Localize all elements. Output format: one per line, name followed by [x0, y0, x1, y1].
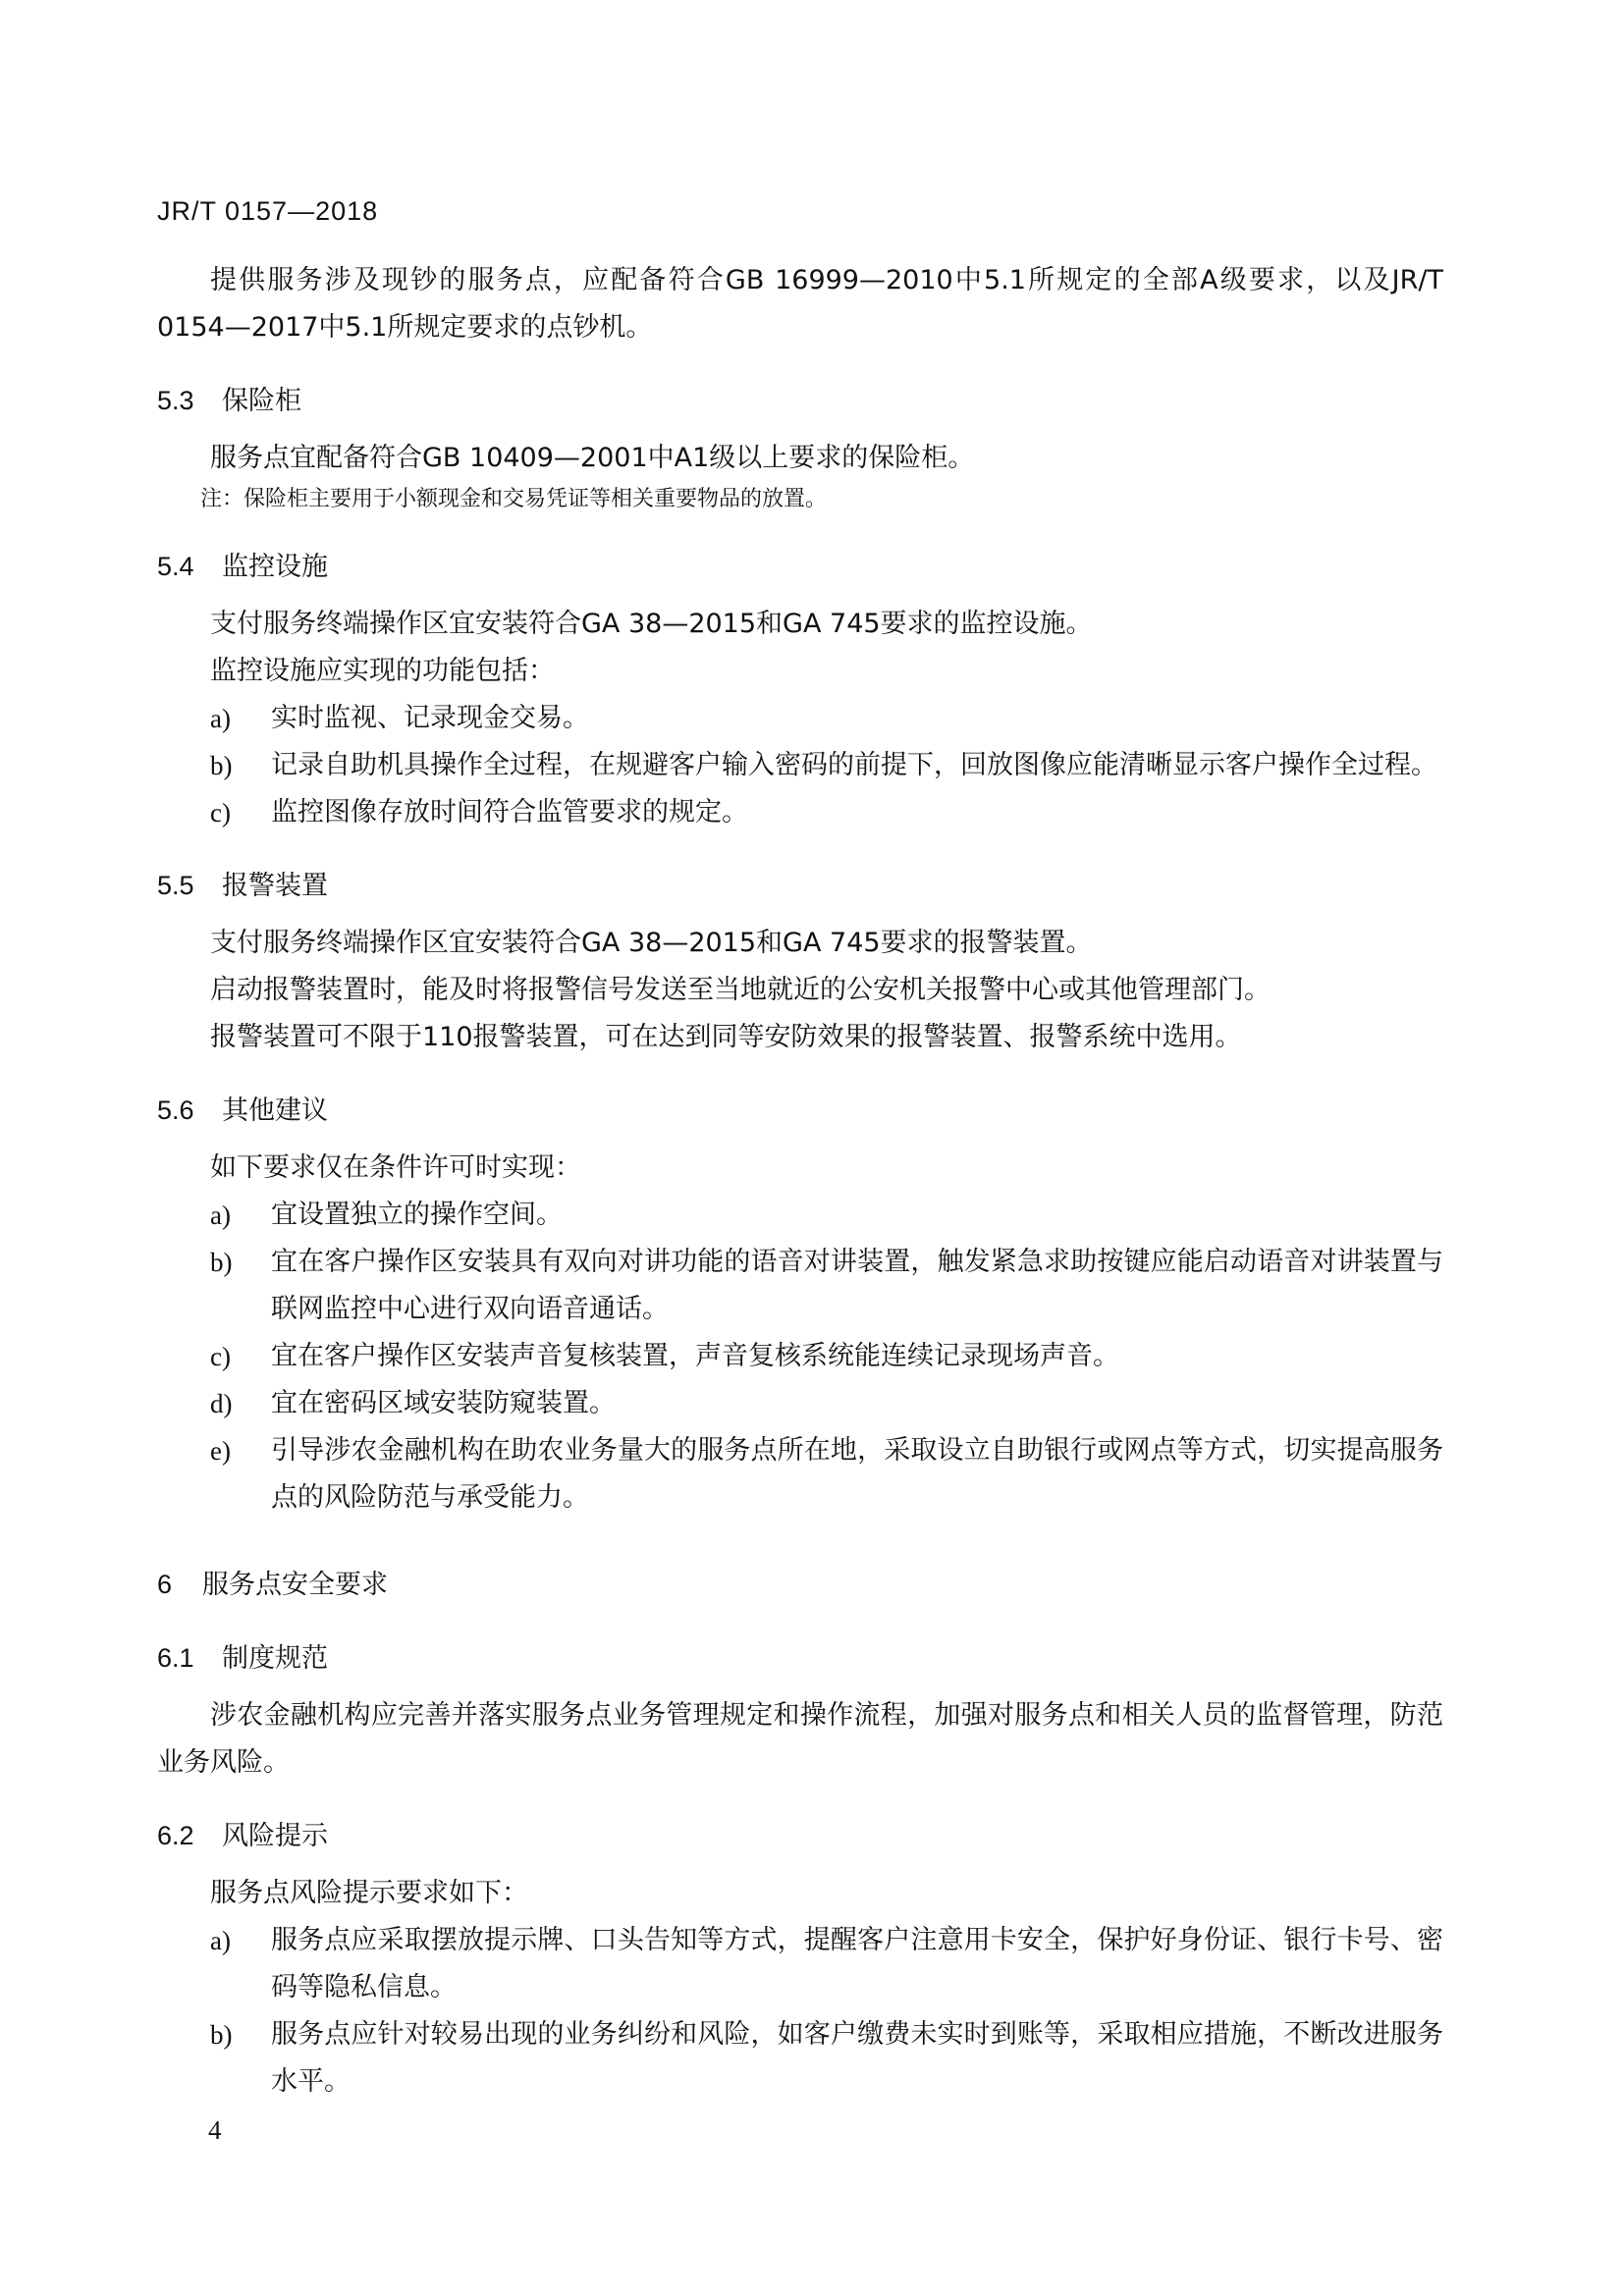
- list-marker: c): [210, 1342, 231, 1371]
- section-heading-5-5: [157, 862, 1443, 910]
- section-5-4-line-1: 支付服务终端操作区宜安装符合GA 38—2015和GA 745要求的监控设施。: [210, 609, 1093, 639]
- list-item: [157, 695, 1443, 742]
- section-number: 5.6: [157, 1095, 194, 1125]
- list-item-text: 服务点应采取摆放提示牌、口头告知等方式，提醒客户注意用卡安全，保护好身份证、银行卡号、密码等隐私信息。: [271, 1925, 1443, 2002]
- section-title: 风险提示: [222, 1821, 328, 1851]
- section-5-6-line-1: 如下要求仅在条件许可时实现：: [210, 1152, 581, 1183]
- section-heading-5-4: [157, 543, 1443, 591]
- section-5-5-line-1: 支付服务终端操作区宜安装符合GA 38—2015和GA 745要求的报警装置。: [210, 928, 1093, 958]
- section-title: 监控设施: [222, 552, 328, 582]
- list-marker: b): [210, 2020, 233, 2050]
- list-item-text: 监控图像存放时间符合监管要求的规定。: [271, 797, 748, 828]
- section-6-1-paragraph: 涉农金融机构应完善并落实服务点业务管理规定和操作流程，加强对服务点和相关人员的监督管理，防范业务风险。: [157, 1700, 1443, 1778]
- section-title: 保险柜: [222, 386, 301, 416]
- section-5-5-line-2: 启动报警装置时，能及时将报警信号发送至当地就近的公安机关报警中心或其他管理部门。: [210, 975, 1271, 1005]
- list-item-text: 服务点应针对较易出现的业务纠纷和风险，如客户缴费未实时到账等，采取相应措施，不断改进服务水平。: [271, 2019, 1443, 2097]
- section-title: 其他建议: [222, 1095, 328, 1126]
- list-item: [157, 2011, 1443, 2106]
- list-marker: d): [210, 1389, 233, 1418]
- list-item-text: 记录自助机具操作全过程，在规避客户输入密码的前提下，回放图像应能清晰显示客户操作全过程。: [271, 750, 1437, 780]
- list-item-text: 实时监视、记录现金交易。: [271, 703, 589, 733]
- section-number: 5.3: [157, 386, 194, 415]
- list-item: [157, 789, 1443, 836]
- list-item: [157, 1380, 1443, 1427]
- section-number: 5.5: [157, 871, 194, 900]
- section-title: 报警装置: [222, 871, 328, 901]
- list-item-text: 宜在客户操作区安装声音复核装置，声音复核系统能连续记录现场声音。: [271, 1341, 1119, 1371]
- document-body: [157, 257, 1443, 2106]
- list-marker: a): [210, 704, 231, 733]
- list-item: [157, 1192, 1443, 1239]
- section-heading-6-2: [157, 1812, 1443, 1860]
- section-5-3-note: 注：保险柜主要用于小额现金和交易凭证等相关重要物品的放置。: [200, 487, 828, 511]
- intro-paragraph: 提供服务涉及现钞的服务点，应配备符合GB 16999—2010中5.1所规定的全部A级要求，以及JR/T 0154—2017中5.1所规定要求的点钞机。: [157, 265, 1443, 343]
- list-item-text: 宜在密码区域安装防窥装置。: [271, 1388, 616, 1418]
- list-marker: a): [210, 1926, 231, 1955]
- list-item: [157, 1333, 1443, 1380]
- list-item: [157, 742, 1443, 789]
- list-item-text: 引导涉农金融机构在助农业务量大的服务点所在地，采取设立自助银行或网点等方式，切实提高服务点的风险防范与承受能力。: [271, 1435, 1443, 1513]
- section-5-3-paragraph: 服务点宜配备符合GB 10409—2001中A1级以上要求的保险柜。: [210, 443, 975, 473]
- section-6-2-line-1: 服务点风险提示要求如下：: [210, 1878, 528, 1908]
- section-5-5-line-3: 报警装置可不限于110报警装置，可在达到同等安防效果的报警装置、报警系统中选用。: [210, 1022, 1242, 1052]
- list-item: [157, 1239, 1443, 1333]
- list-item-text: 宜设置独立的操作空间。: [271, 1200, 563, 1230]
- section-heading-6-1: [157, 1634, 1443, 1682]
- page-number: 4: [208, 2115, 222, 2145]
- section-number: 6.1: [157, 1643, 194, 1673]
- section-title: 制度规范: [222, 1643, 328, 1674]
- document-code-header: JR/T 0157—2018: [157, 196, 379, 226]
- section-heading-5-3: [157, 377, 1443, 425]
- section-5-4-line-2: 监控设施应实现的功能包括：: [210, 656, 555, 686]
- list-marker: e): [210, 1436, 231, 1466]
- list-marker: a): [210, 1201, 231, 1230]
- list-marker: b): [210, 751, 233, 780]
- chapter-title: 服务点安全要求: [202, 1570, 388, 1600]
- section-number: 6.2: [157, 1821, 194, 1850]
- list-item-text: 宜在客户操作区安装具有双向对讲功能的语音对讲装置，触发紧急求助按键应能启动语音对讲装置与联网监控中心进行双向语音通话。: [271, 1247, 1443, 1324]
- section-number: 5.4: [157, 552, 194, 581]
- list-item: [157, 1427, 1443, 1522]
- list-item: [157, 1917, 1443, 2011]
- chapter-number: 6: [157, 1570, 173, 1599]
- list-marker: b): [210, 1248, 233, 1277]
- list-marker: c): [210, 798, 231, 828]
- chapter-heading-6: [157, 1561, 1443, 1609]
- section-heading-5-6: [157, 1087, 1443, 1135]
